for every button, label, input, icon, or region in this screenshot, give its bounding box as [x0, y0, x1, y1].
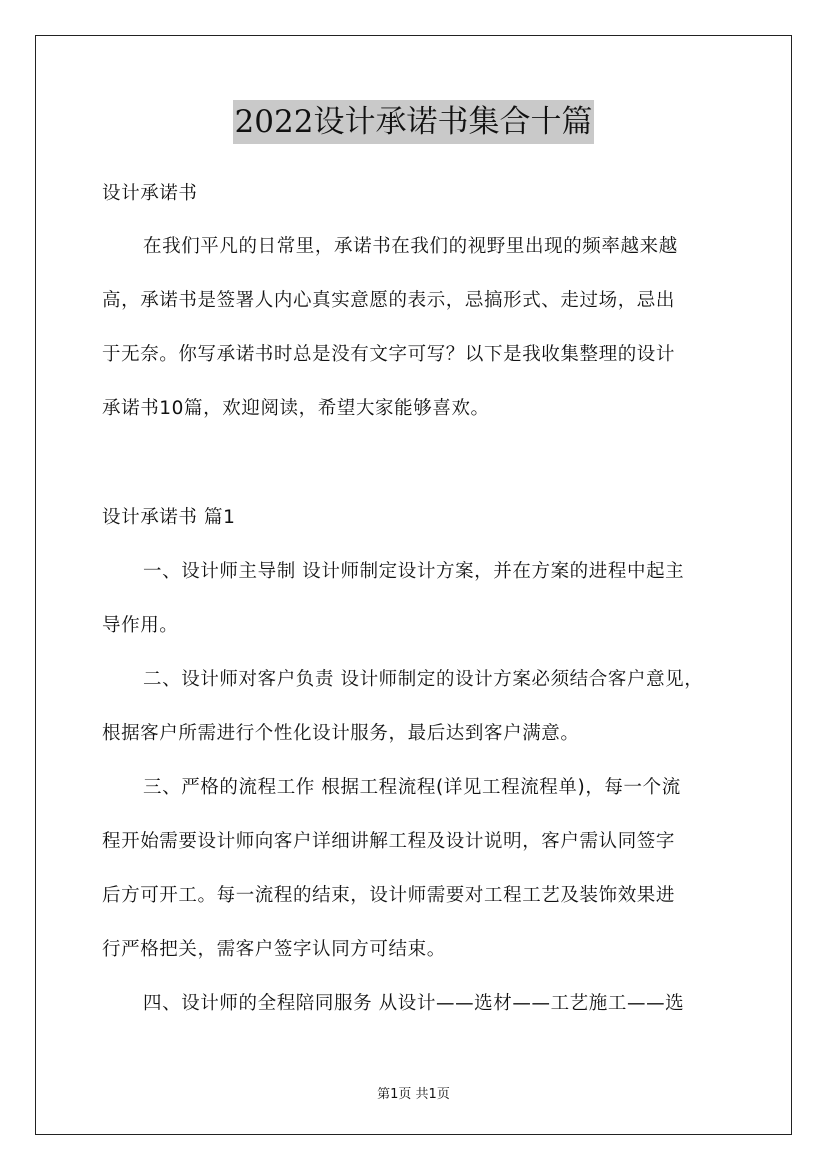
- item-line: 行严格把关，需客户签字认同方可结束。: [102, 939, 446, 960]
- item-line: 根据客户所需进行个性化设计服务，最后达到客户满意。: [102, 723, 580, 744]
- document-title: 2022设计承诺书集合十篇: [233, 100, 595, 144]
- piece-heading: 设计承诺书 篇1: [102, 507, 236, 528]
- item-line: 程开始需要设计师向客户详细讲解工程及设计说明，客户需认同签字: [102, 831, 676, 852]
- section-heading: 设计承诺书: [102, 183, 198, 204]
- item-line: 四、设计师的全程陪同服务 从设计——选材——工艺施工——选: [143, 993, 685, 1014]
- intro-line: 于无奈。你写承诺书时总是没有文字可写？以下是我收集整理的设计: [102, 344, 676, 365]
- item-line: 导作用。: [102, 615, 179, 636]
- item-line: 二、设计师对客户负责 设计师制定的设计方案必须结合客户意见，: [143, 669, 704, 690]
- intro-line: 在我们平凡的日常里，承诺书在我们的视野里出现的频率越来越: [143, 236, 678, 257]
- intro-line: 承诺书10篇，欢迎阅读，希望大家能够喜欢。: [102, 398, 490, 419]
- page-footer: 第1页 共1页: [377, 1087, 450, 1102]
- item-line: 后方可开工。每一流程的结束，设计师需要对工程工艺及装饰效果进: [102, 885, 676, 906]
- item-line: 三、严格的流程工作 根据工程流程(详见工程流程单)，每一个流: [143, 777, 681, 798]
- item-line: 一、设计师主导制 设计师制定设计方案，并在方案的进程中起主: [143, 561, 685, 582]
- intro-line: 高，承诺书是签署人内心真实意愿的表示，忌搞形式、走过场，忌出: [102, 290, 676, 311]
